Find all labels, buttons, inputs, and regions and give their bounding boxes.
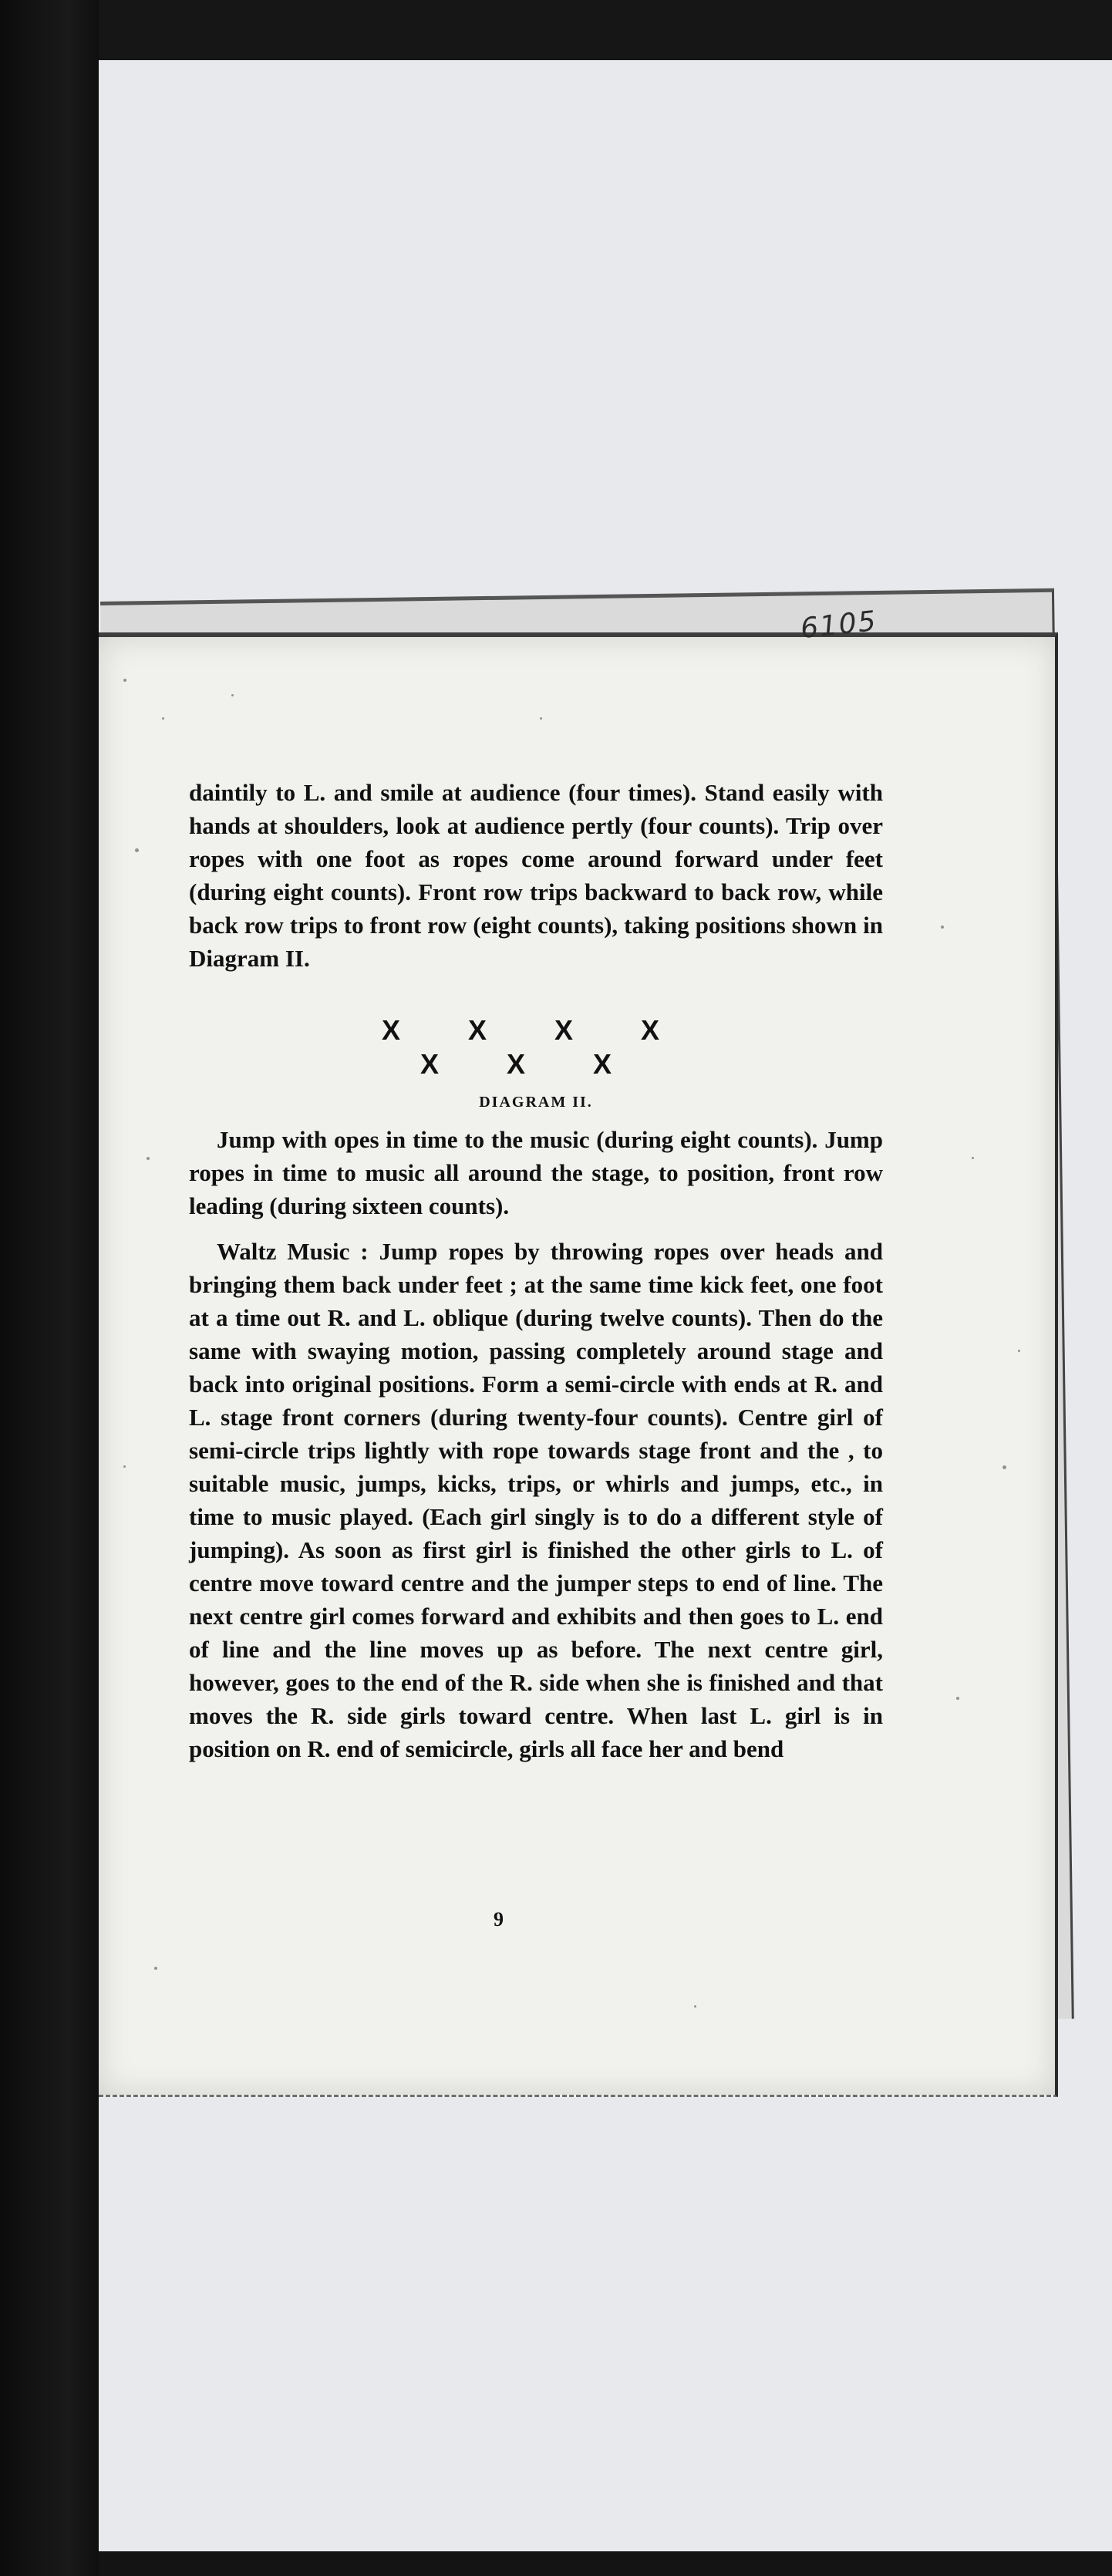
microfilm-border (0, 0, 99, 2576)
diagram-mark-back-3: X (554, 1014, 574, 1046)
top-dark-band (99, 0, 1112, 60)
scan-speckle (123, 679, 126, 682)
scan-speckle (972, 1157, 974, 1159)
paragraph-3: Waltz Music : Jump ropes by throwing ropes over heads and bringing them back under feet ; at the same time kick feet, one foot at a time out R. and L. oblique (during twelve counts). Then do the same with swaying motion, passing completely around stage and back into original positions. Form a semi-circle with ends at R. and L. stage front corners (during twenty-four counts). Centre girl of semi-circle trips lightly with rope towards stage front and the , to suitable music, jumps, kicks, trips, or whirls and jumps, etc., in time to music played. (Each girl singly is to do a different style of jumping). As soon as first girl is finished the other girls to L. of centre move toward centre and the jumper steps to end of line. The next centre girl comes forward and exhibits and then goes to L. end of line and the line moves up as before. The next centre girl, however, goes to the end of the R. side when she is finished and that moves the R. side girls toward centre. When last L. girl is in position on R. end of semicircle, girls all face her and bend (189, 1238, 883, 1762)
scan-speckle (540, 717, 542, 720)
body-text (189, 1123, 883, 1765)
paragraph-1: daintily to L. and smile at audience (four times). Stand easily with hands at shoulders, look at audience pertly (four counts). Trip over ropes with one foot as ropes come around forward under feet (during eight counts). Front row trips backward to back row, while back row trips to front row (eight counts), taking positions shown in Diagram II. (189, 779, 883, 972)
paragraph-2: Jump with opes in time to the music (during eight counts). Jump ropes in time to music all around the stage, to position, front row leading (during sixteen counts). (189, 1126, 883, 1219)
diagram-mark-back-1: X (382, 1014, 401, 1046)
scan-speckle (154, 1967, 157, 1970)
scan-speckle (694, 2005, 696, 2008)
scan-speckle (1002, 1465, 1006, 1469)
diagram-ii (189, 1015, 883, 1115)
diagram-mark-back-4: X (641, 1014, 660, 1046)
diagram-mark-front-3: X (593, 1048, 612, 1080)
scan-speckle (135, 848, 139, 852)
scan-speckle (147, 1157, 150, 1160)
scan-speckle (123, 1465, 126, 1468)
diagram-mark-back-2: X (468, 1014, 487, 1046)
diagram-mark-front-2: X (507, 1048, 526, 1080)
diagram-mark-front-1: X (420, 1048, 440, 1080)
diagram-caption: DIAGRAM II. (479, 1094, 593, 1111)
scan-speckle (956, 1697, 959, 1700)
scan-speckle (231, 694, 234, 696)
scan-speckle (162, 717, 164, 720)
paragraph-continuation (189, 776, 883, 975)
scan-speckle (941, 926, 944, 929)
scan-speckle (1018, 1350, 1020, 1352)
archive-stamp: 6105 (799, 605, 879, 646)
page-number: 9 (494, 1908, 504, 1930)
